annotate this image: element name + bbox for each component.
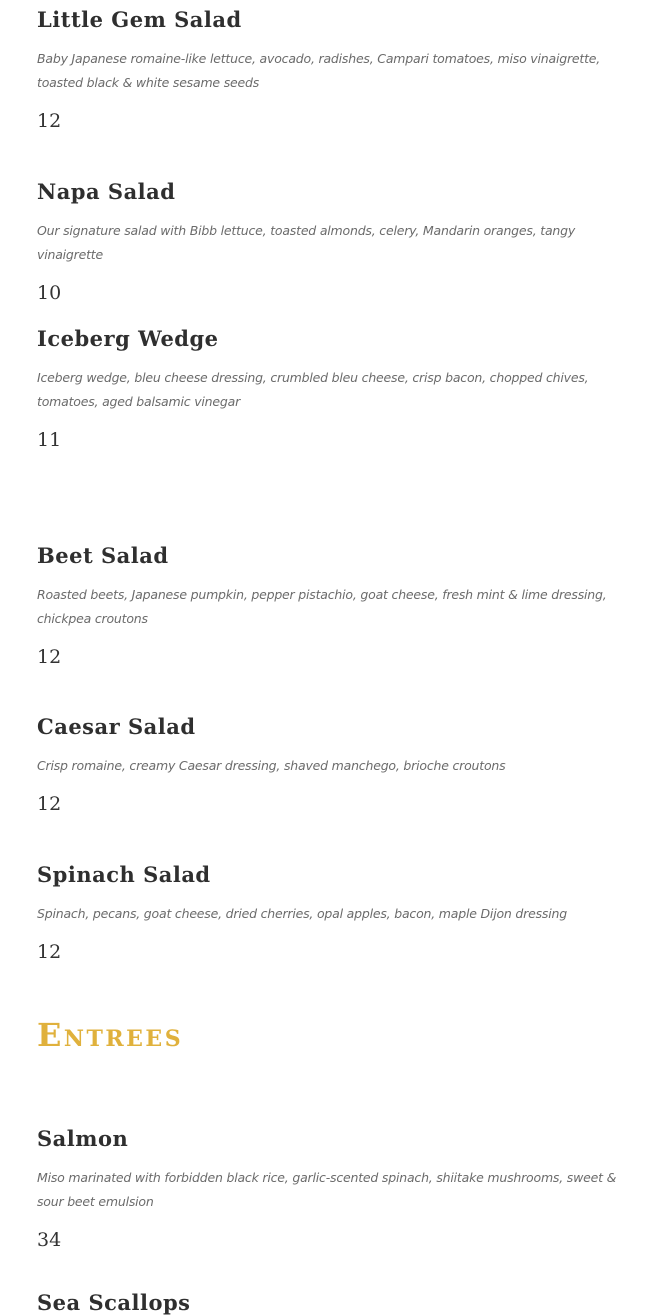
menu-item-name: Napa Salad	[37, 179, 176, 204]
menu-item-price: 10	[37, 282, 62, 304]
menu-item-description: Our signature salad with Bibb lettuce, toasted almonds, celery, Mandarin oranges, tangy vinaigrette	[37, 223, 576, 262]
menu-item-price: 11	[37, 429, 62, 451]
menu-item-napa-salad	[37, 179, 637, 305]
menu-item-price: 12	[37, 941, 62, 963]
menu-item-name: Beet Salad	[37, 543, 169, 568]
menu-item-name: Little Gem Salad	[37, 7, 242, 32]
menu-item-description: Baby Japanese romaine-like lettuce, avocado, radishes, Campari tomatoes, miso vinaigrette, toasted black & white sesame seeds	[37, 51, 601, 90]
menu-item-price: 12	[37, 110, 62, 132]
menu-item-sea-scallops	[37, 1290, 637, 1316]
menu-item-description: Iceberg wedge, bleu cheese dressing, crumbled bleu cheese, crisp bacon, chopped chives, tomatoes, aged balsamic vinegar	[37, 370, 589, 409]
menu-item-price: 12	[37, 646, 62, 668]
menu-item-iceberg-wedge	[37, 326, 637, 452]
menu-item-beet-salad	[37, 543, 637, 669]
menu-item-description: Roasted beets, Japanese pumpkin, pepper pistachio, goat cheese, fresh mint & lime dressing, chickpea croutons	[37, 587, 607, 626]
menu-item-price: 34	[37, 1229, 62, 1251]
section-heading-entrees: Entrees	[37, 1016, 184, 1054]
menu-item-spinach-salad	[37, 862, 637, 964]
menu-item-name: Sea Scallops	[37, 1290, 191, 1315]
menu-item-caesar-salad	[37, 714, 637, 816]
menu-item-name: Iceberg Wedge	[37, 326, 219, 351]
menu-item-little-gem-salad	[37, 7, 637, 133]
menu-item-salmon	[37, 1126, 637, 1252]
menu-item-name: Caesar Salad	[37, 714, 196, 739]
menu-item-description: Crisp romaine, creamy Caesar dressing, shaved manchego, brioche croutons	[37, 758, 506, 773]
menu-item-description: Miso marinated with forbidden black rice, garlic-scented spinach, shiitake mushrooms, sweet & sour beet emulsion	[37, 1170, 617, 1209]
menu-item-name: Spinach Salad	[37, 862, 211, 887]
menu-item-description: Spinach, pecans, goat cheese, dried cherries, opal apples, bacon, maple Dijon dressing	[37, 906, 567, 921]
menu-item-price: 12	[37, 793, 62, 815]
menu-item-name: Salmon	[37, 1126, 129, 1151]
